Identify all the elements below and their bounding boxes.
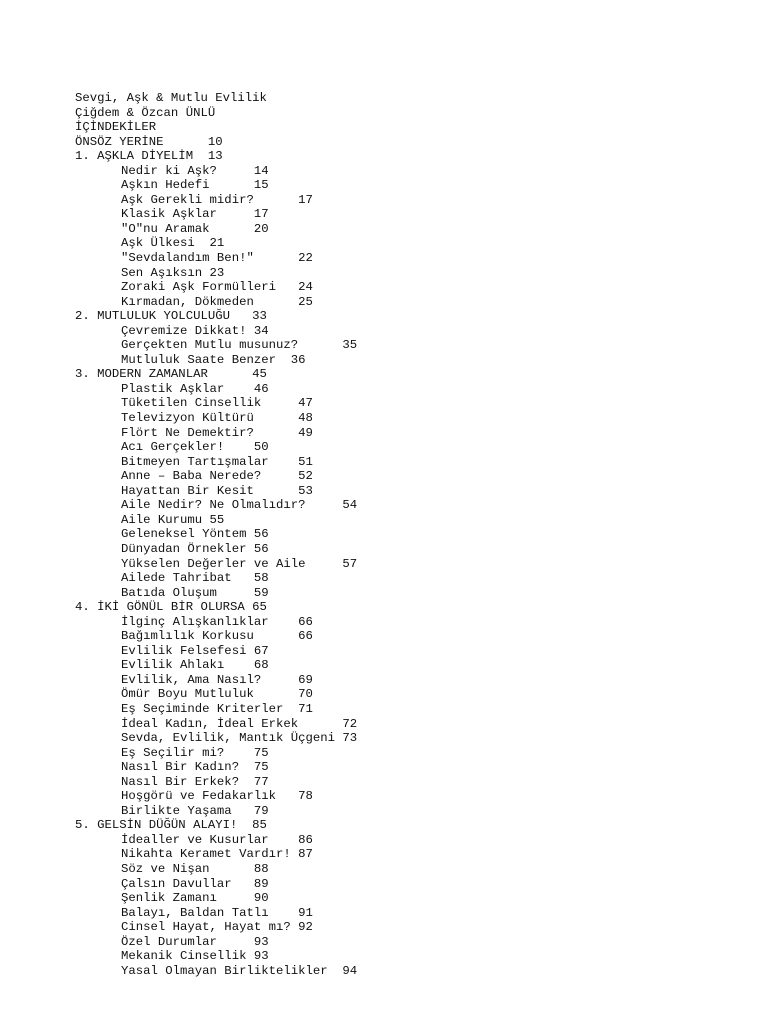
toc-entry: Aile Nedir? Ne Olmalıdır? 54 [121, 498, 358, 513]
toc-entry: Evlilik Felsefesi 67 [121, 643, 269, 658]
toc-entry: Flört Ne Demektir? 49 [121, 425, 313, 440]
toc-entry: Anne – Baba Nerede? 52 [121, 469, 313, 484]
toc-entry: Cinsel Hayat, Hayat mı? 92 [121, 920, 313, 935]
chapter-title: 3. MODERN ZAMANLAR 45 [75, 367, 267, 382]
toc-entry: Kırmadan, Dökmeden 25 [121, 294, 313, 309]
toc-entry: Evlilik Ahlakı 68 [121, 658, 269, 673]
chapter-list [75, 149, 748, 978]
toc-entry: Birlikte Yaşama 79 [121, 803, 269, 818]
toc-entry: Acı Gerçekler! 50 [121, 440, 269, 455]
toc-entry: Yükselen Değerler ve Aile 57 [121, 556, 358, 571]
toc-entry: Yasal Olmayan Birliktelikler 94 [121, 963, 358, 978]
toc-entry: Aşkın Hedefi 15 [121, 178, 269, 193]
toc-entry: Çalsın Davullar 89 [121, 876, 269, 891]
toc-entry: İlginç Alışkanlıklar 66 [121, 614, 313, 629]
toc-entry: Ailede Tahribat 58 [121, 571, 269, 586]
toc-entry: Nasıl Bir Kadın? 75 [121, 760, 269, 775]
toc-entry: Sen Aşıksın 23 [121, 265, 225, 280]
chapter-title: 1. AŞKLA DİYELİM 13 [75, 149, 223, 164]
toc-preface: ÖNSÖZ YERİNE 10 [75, 134, 223, 149]
toc-entry: "Sevdalandım Ben!" 22 [121, 251, 313, 266]
book-title: Sevgi, Aşk & Mutlu Evlilik [75, 91, 267, 105]
toc-entry: Batıda Oluşum 59 [121, 585, 269, 600]
toc-entry: Söz ve Nişan 88 [121, 861, 269, 876]
toc-entry: Mekanik Cinsellik 93 [121, 949, 269, 964]
toc-entry: Hayattan Bir Kesit 53 [121, 483, 313, 498]
toc-entry: İdealler ve Kusurlar 86 [121, 832, 313, 847]
toc-entry: Eş Seçilir mi? 75 [121, 745, 269, 760]
chapter-title: 4. İKİ GÖNÜL BİR OLURSA 65 [75, 600, 267, 615]
toc-entry: Balayı, Baldan Tatlı 91 [121, 905, 313, 920]
toc-entry: Mutluluk Saate Benzer 36 [121, 352, 306, 367]
toc-entry: Evlilik, Ama Nasıl? 69 [121, 672, 313, 687]
toc-entry: Hoşgörü ve Fedakarlık 78 [121, 789, 313, 804]
toc-entry: Şenlik Zamanı 90 [121, 891, 269, 906]
toc-entry: Gerçekten Mutlu musunuz? 35 [121, 338, 358, 353]
toc-entry: Geleneksel Yöntem 56 [121, 527, 269, 542]
toc-entry: İdeal Kadın, İdeal Erkek 72 [121, 716, 358, 731]
toc-entry: Tüketilen Cinsellik 47 [121, 396, 313, 411]
toc-entry: Bitmeyen Tartışmalar 51 [121, 454, 313, 469]
table-of-contents [75, 91, 748, 978]
toc-entry: Aşk Ülkesi 21 [121, 236, 225, 251]
toc-entry: Dünyadan Örnekler 56 [121, 541, 269, 556]
toc-entry: Çevremize Dikkat! 34 [121, 323, 269, 338]
toc-entry: "O"nu Aramak 20 [121, 221, 269, 236]
toc-entry: Nikahta Keramet Vardır! 87 [121, 847, 313, 862]
chapter-title: 5. GELSİN DÜĞÜN ALAYI! 85 [75, 818, 267, 833]
toc-entry: Aşk Gerekli midir? 17 [121, 192, 313, 207]
toc-entry: Nasıl Bir Erkek? 77 [121, 774, 269, 789]
toc-entry: Özel Durumlar 93 [121, 934, 269, 949]
book-authors: Çiğdem & Özcan ÜNLÜ [75, 105, 216, 120]
toc-entry: Klasik Aşklar 17 [121, 207, 269, 222]
toc-entry: Aile Kurumu 55 [121, 512, 225, 527]
toc-entry: Bağımlılık Korkusu 66 [121, 629, 313, 644]
toc-entry: Sevda, Evlilik, Mantık Üçgeni 73 [121, 731, 358, 746]
toc-entry: Nedir ki Aşk? 14 [121, 163, 269, 178]
chapter-title: 2. MUTLULUK YOLCULUĞU 33 [75, 309, 267, 324]
toc-entry: Zoraki Aşk Formülleri 24 [121, 280, 313, 295]
toc-entry: Eş Seçiminde Kriterler 71 [121, 701, 313, 716]
toc-entry: Ömür Boyu Mutluluk 70 [121, 687, 313, 702]
toc-entry: Televizyon Kültürü 48 [121, 411, 313, 426]
toc-heading: İÇİNDEKİLER [75, 120, 157, 135]
toc-entry: Plastik Aşklar 46 [121, 381, 269, 396]
